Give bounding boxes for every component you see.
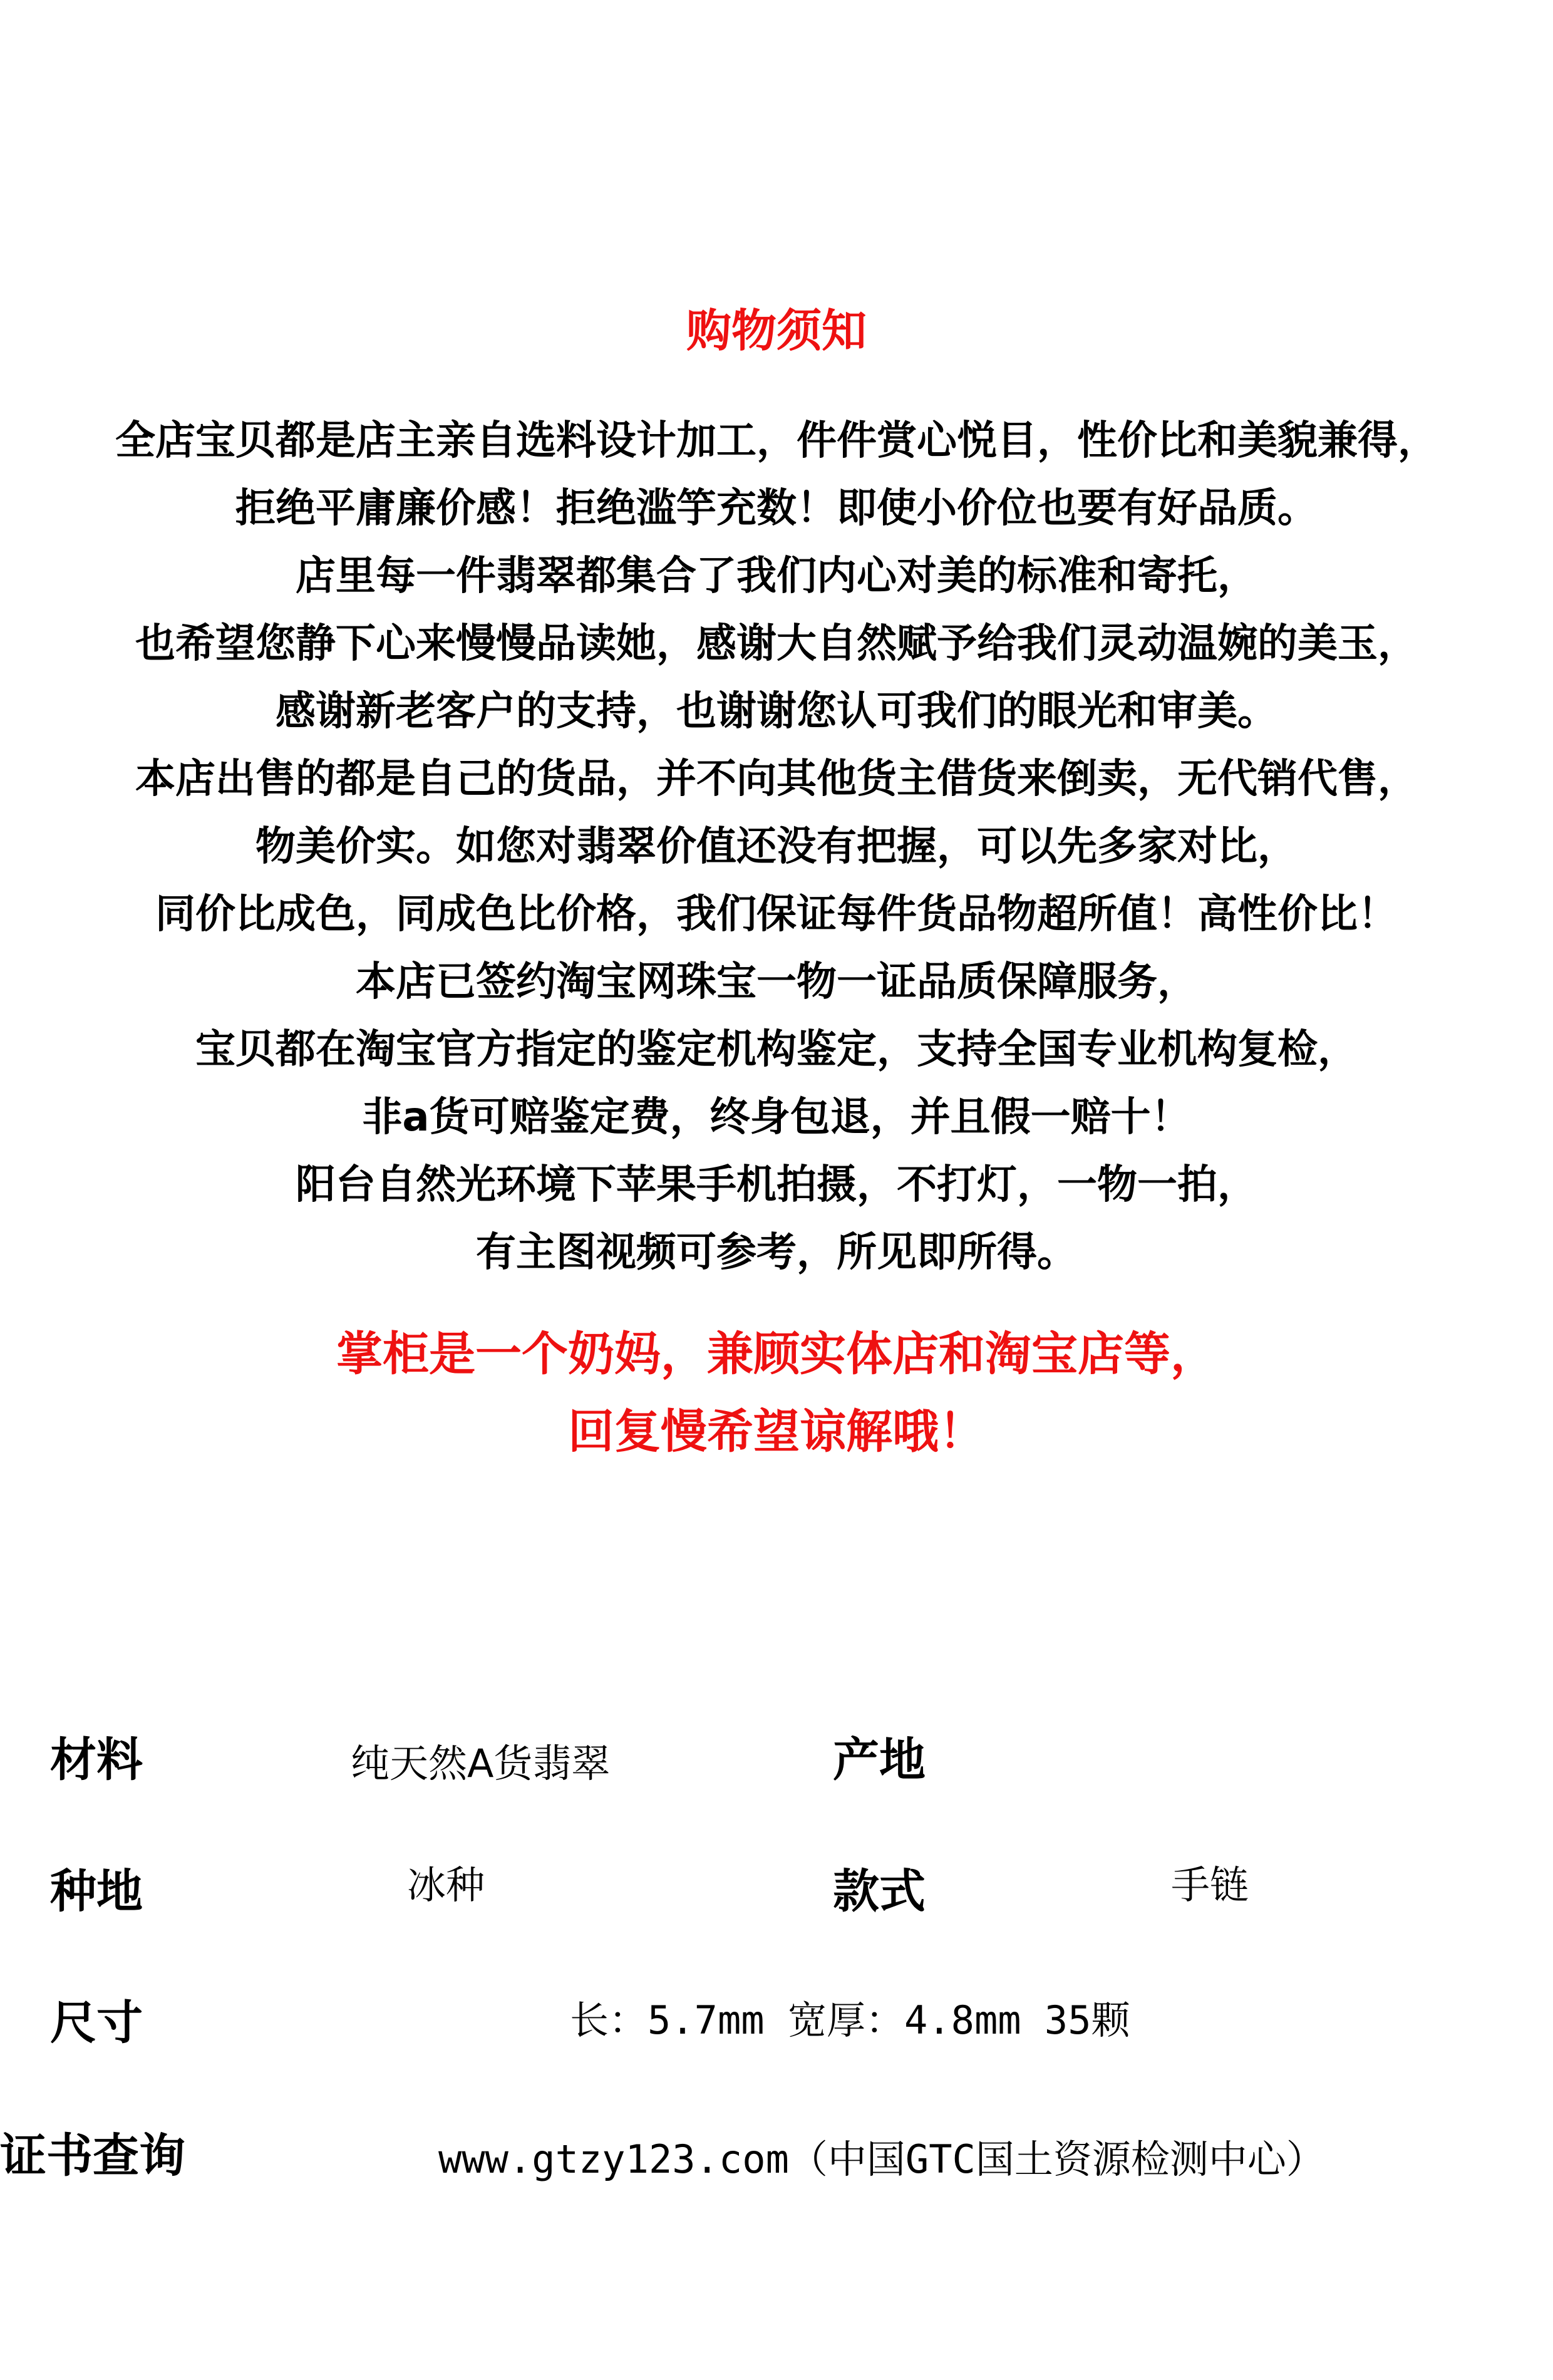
notice-line: 店里每一件翡翠都集合了我们内心对美的标准和寄托， bbox=[296, 553, 1257, 599]
certificate-label: 证书查询 bbox=[0, 2129, 185, 2183]
notice-line: 同价比成色，同成色比价格，我们保证每件货品物超所值！高性价比！ bbox=[155, 891, 1398, 938]
page-title: 购物须知 bbox=[686, 304, 867, 357]
notice-line: 物美价实。如您对翡翠价值还没有把握，可以先多家对比， bbox=[255, 824, 1298, 870]
notice-line: 感谢新老客户的支持，也谢谢您认可我们的眼光和审美。 bbox=[276, 688, 1277, 735]
owner-note bbox=[0, 1315, 1553, 1471]
notice-line: 阳台自然光环境下苹果手机拍摄，不打灯，一物一拍， bbox=[296, 1162, 1257, 1208]
notice-line: 本店出售的都是自己的货品，并不向其他货主借货来倒卖，无代销代售， bbox=[135, 756, 1418, 802]
notice-line: 非a货可赔鉴定费，终身包退，并且假一赔十！ bbox=[362, 1094, 1191, 1141]
size-label: 尺寸 bbox=[50, 1996, 143, 2050]
certificate-value: www.gtzy123.com（中国GTC国土资源检测中心） bbox=[438, 2136, 1325, 2182]
notice-line: 有主图视频可参考，所见即所得。 bbox=[476, 1229, 1077, 1276]
owner-note-line: 回复慢希望谅解哦！ bbox=[568, 1405, 985, 1459]
style-value: 手链 bbox=[1171, 1862, 1249, 1908]
notice-line: 拒绝平庸廉价感！拒绝滥竽充数！即使小价位也要有好品质。 bbox=[235, 485, 1318, 532]
variety-label: 种地 bbox=[50, 1865, 143, 1918]
origin-label: 产地 bbox=[833, 1733, 926, 1787]
size-value: 长：5.7mm 宽厚：4.8mm 35颗 bbox=[570, 1997, 1130, 2043]
notice-line: 也希望您静下心来慢慢品读她，感谢大自然赋予给我们灵动温婉的美玉， bbox=[135, 621, 1418, 667]
notice-line: 全店宝贝都是店主亲自选料设计加工，件件赏心悦目，性价比和美貌兼得， bbox=[115, 418, 1438, 464]
style-label: 款式 bbox=[833, 1865, 926, 1918]
notice-line: 宝贝都在淘宝官方指定的鉴定机构鉴定，支持全国专业机构复检， bbox=[195, 1027, 1358, 1073]
owner-note-line: 掌柜是一个奶妈，兼顾实体店和淘宝店等， bbox=[336, 1327, 1217, 1381]
material-label: 材料 bbox=[50, 1733, 143, 1787]
variety-value: 冰种 bbox=[407, 1862, 485, 1908]
material-value: 纯天然A货翡翠 bbox=[351, 1741, 611, 1786]
shopping-notice bbox=[0, 407, 1553, 1286]
notice-line: 本店已签约淘宝网珠宝一物一证品质保障服务， bbox=[356, 959, 1197, 1005]
